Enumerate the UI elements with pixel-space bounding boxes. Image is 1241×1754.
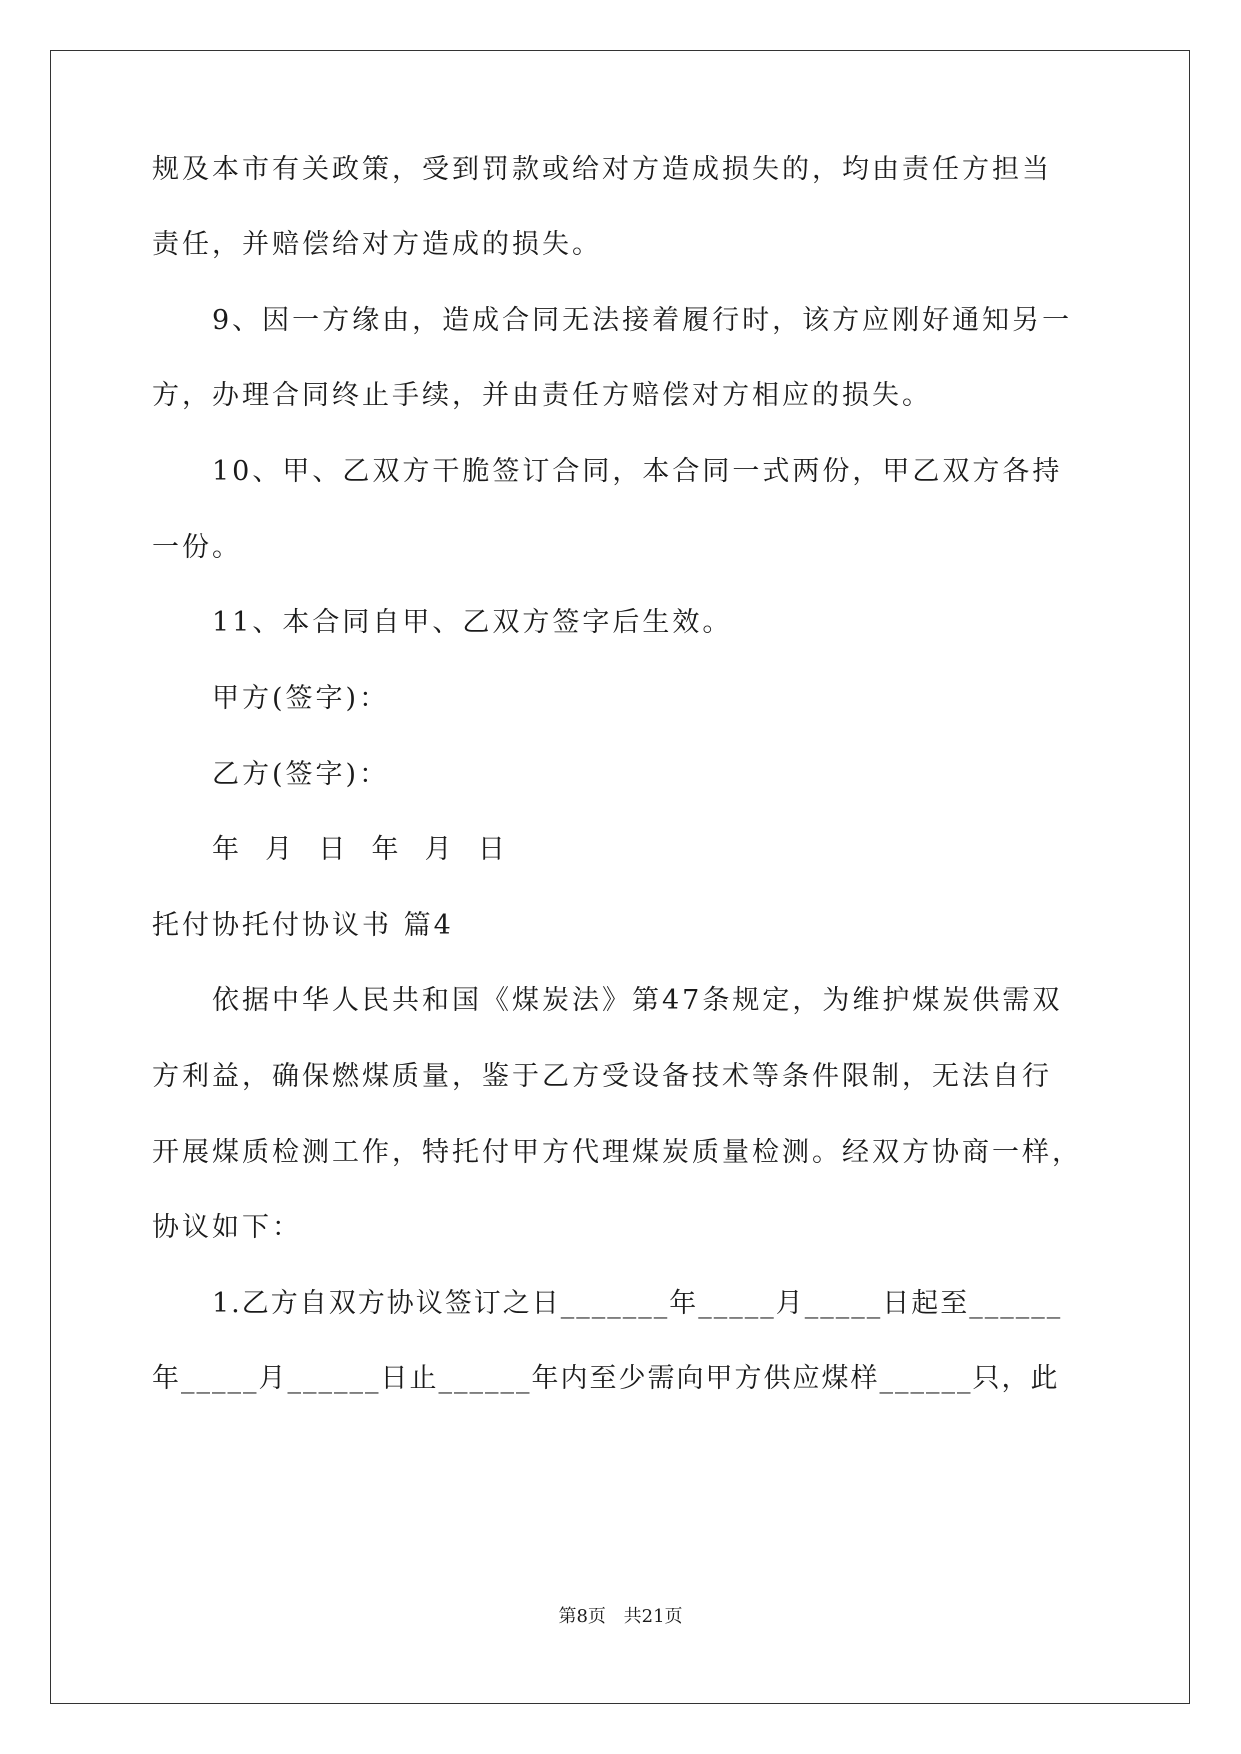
page-footer: [0, 1602, 1241, 1628]
body-line: 方利益，确保燃煤质量，鉴于乙方受设备技术等条件限制，无法自行: [152, 1061, 1052, 1092]
body-line: 协议如下：: [152, 1212, 302, 1243]
party-a-signature: 甲方(签字)：: [212, 683, 390, 714]
body-line: 责任，并赔偿给对方造成的损失。: [152, 229, 602, 260]
page-number: 第8页: [558, 1606, 606, 1627]
body-line: 11、本合同自甲、乙双方签字后生效。: [212, 607, 733, 638]
page-total: 共21页: [623, 1606, 683, 1627]
body-line: 开展煤质检测工作，特托付甲方代理煤炭质量检测。经双方协商一样，: [152, 1137, 1082, 1168]
party-b-signature: 乙方(签字)：: [212, 759, 390, 790]
body-line: 10、甲、乙双方干脆签订合同，本合同一式两份，甲乙双方各持: [212, 456, 1063, 487]
body-line: 一份。: [152, 532, 242, 563]
body-line: 1.乙方自双方协议签订之日_______年_____月_____日起至______: [212, 1288, 1063, 1319]
section-heading: 托付协托付协议书 篇4: [152, 910, 454, 941]
body-line: 方，办理合同终止手续，并由责任方赔偿对方相应的损失。: [152, 380, 932, 411]
date-line: 年 月 日 年 月 日: [212, 834, 508, 865]
body-line: 规及本市有关政策，受到罚款或给对方造成损失的，均由责任方担当: [152, 154, 1052, 185]
body-line: 年_____月______日止______年内至少需向甲方供应煤样______只，此: [152, 1363, 1060, 1394]
body-line: 依据中华人民共和国《煤炭法》第47条规定，为维护煤炭供需双: [212, 985, 1063, 1016]
body-line: 9、因一方缘由，造成合同无法接着履行时，该方应刚好通知另一: [212, 305, 1073, 336]
page-border: [50, 50, 1190, 1704]
